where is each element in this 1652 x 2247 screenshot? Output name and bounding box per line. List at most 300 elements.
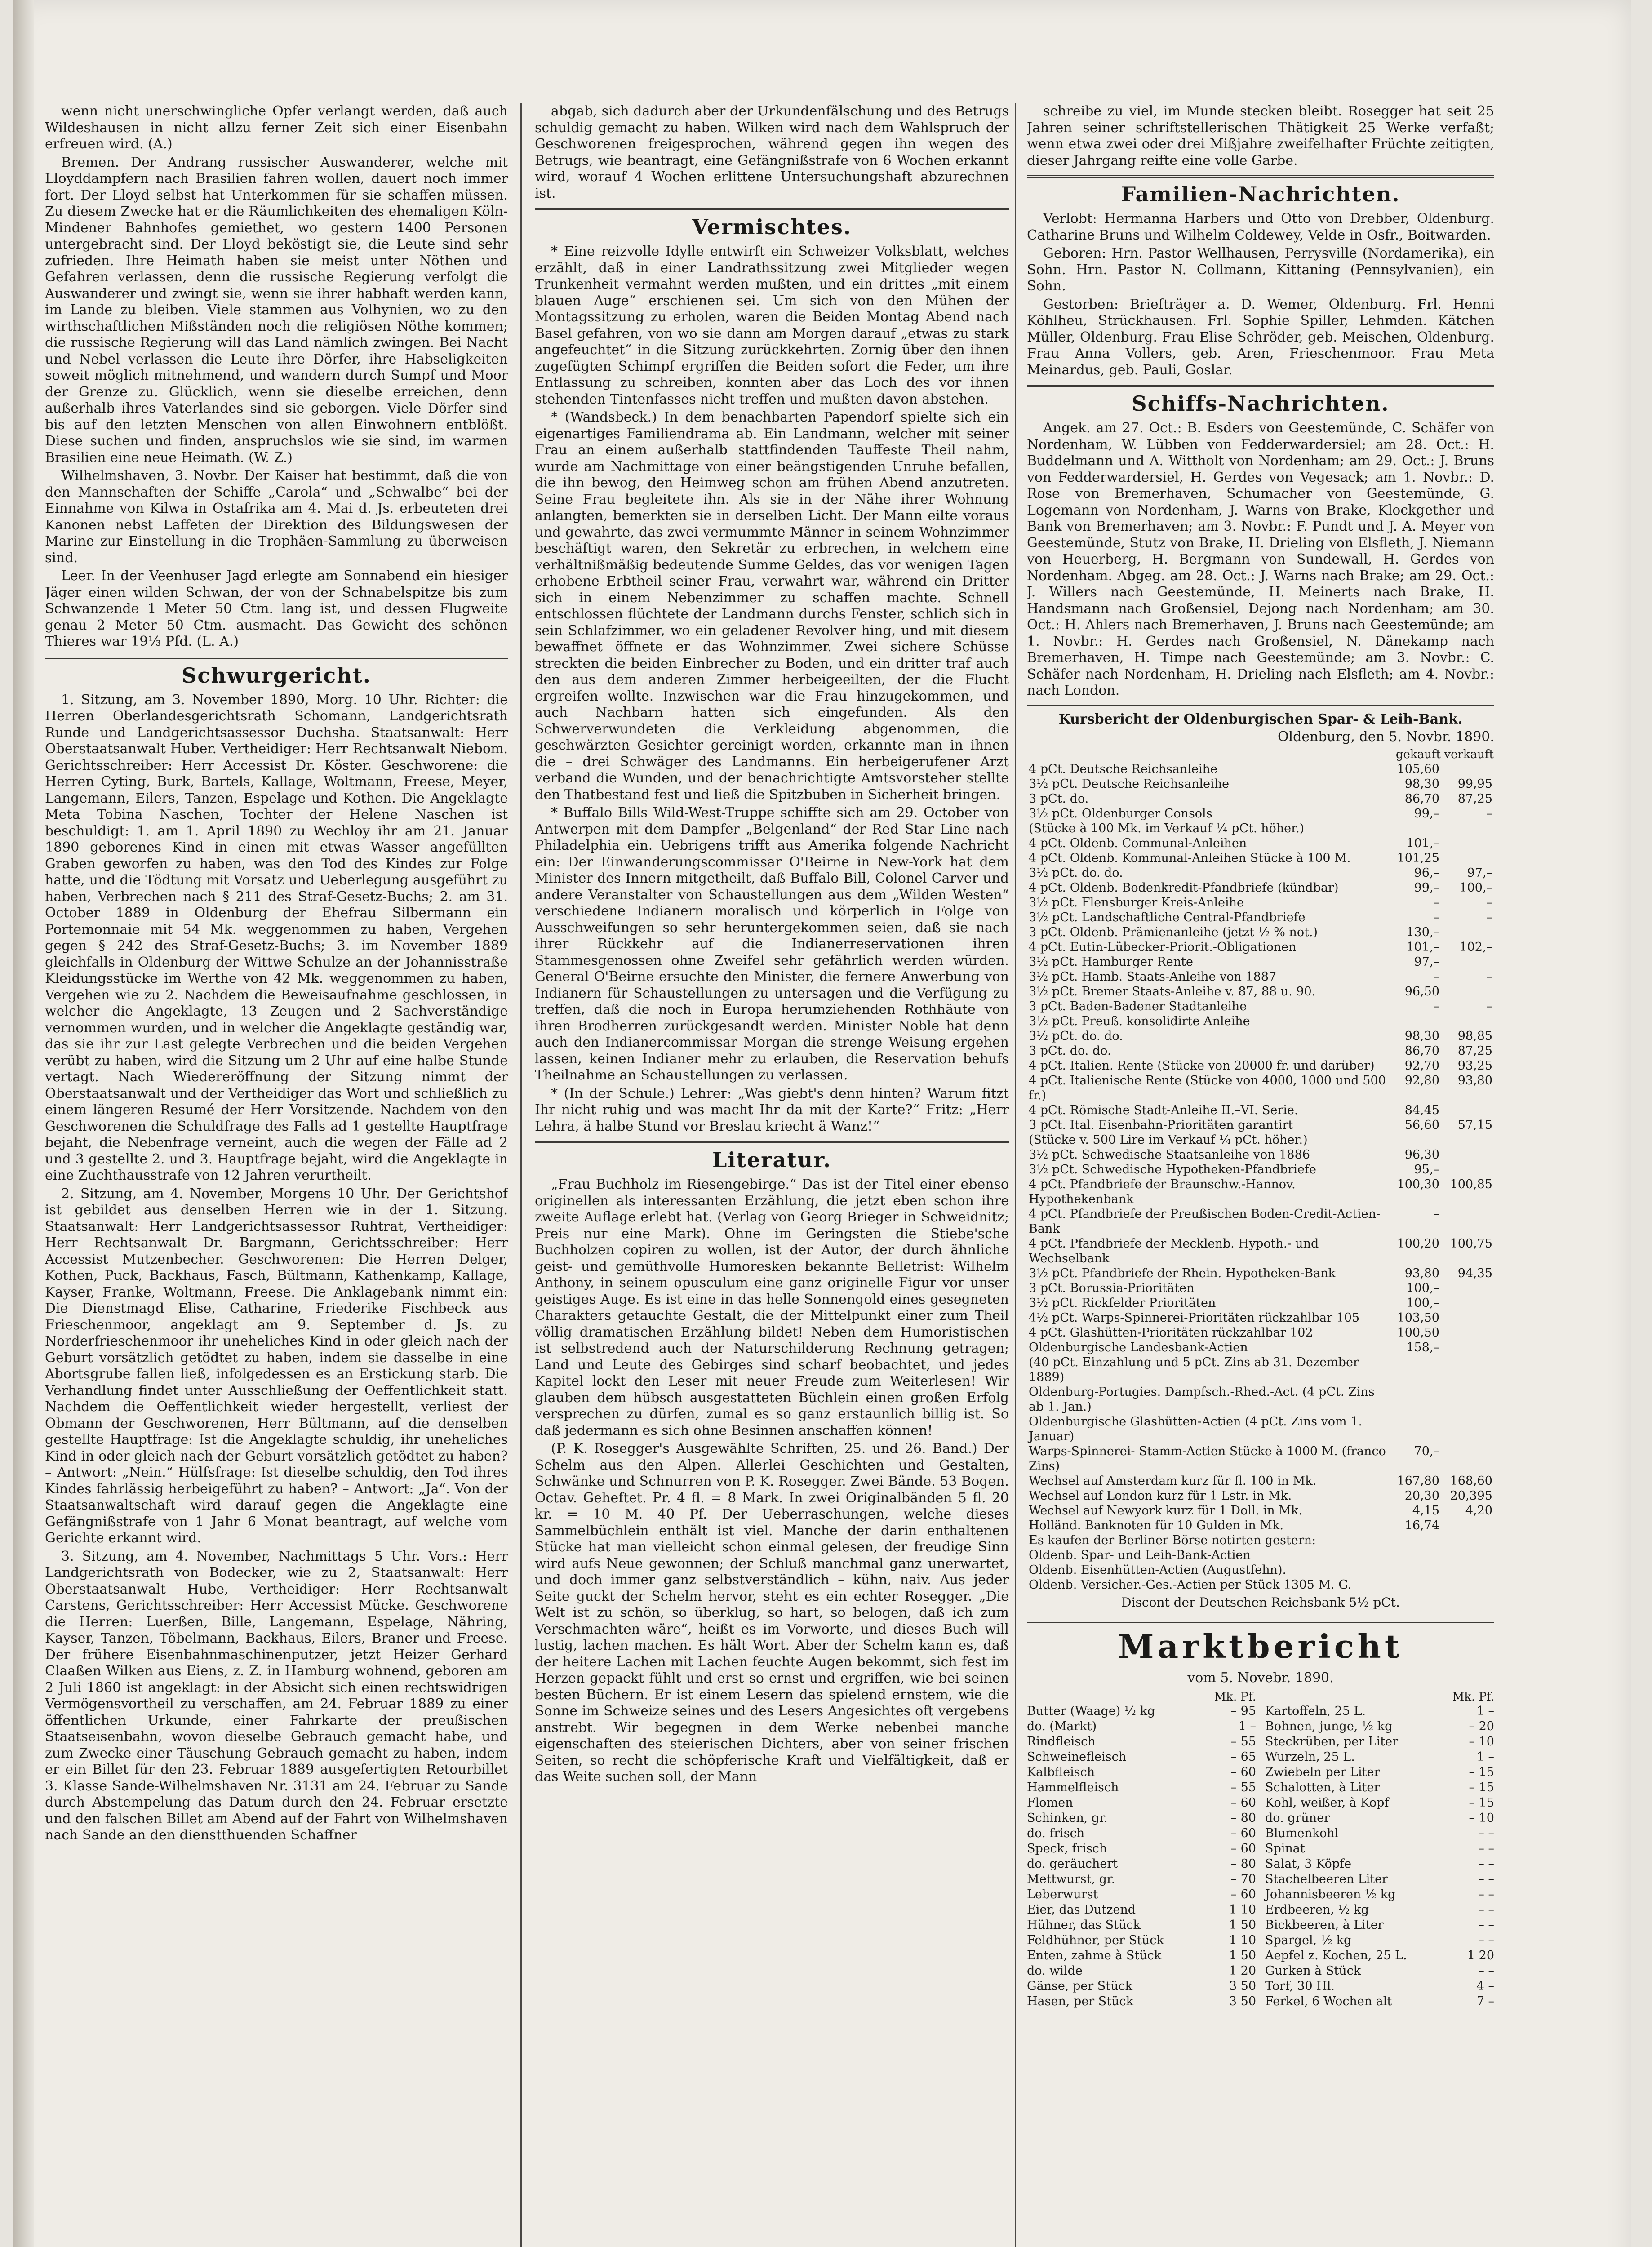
- markt-row: [1027, 1902, 1256, 1918]
- kurs-row: [1027, 955, 1494, 969]
- kurs-cell-gekauft: 98,30: [1404, 777, 1439, 791]
- kurs-cell-verkauft: [1441, 1577, 1494, 1592]
- markt-price: 7 –: [1476, 1994, 1494, 2008]
- kurs-cell-gekauft: 86,70: [1404, 1044, 1439, 1058]
- kurs-cell-name: (40 pCt. Einzahlung und 5 pCt. Zins ab 31. Dezember 1889): [1029, 1355, 1359, 1384]
- shipping-notice: Angek. am 27. Oct.: B. Esders von Geestemünde, C. Schäfer von Nordenham, W. Lübben von Fedderwardersiel; am 28. Oct.: H. Buddelmann und A. Wittholt von Nordenham; am 29. Oct.: J. Bruns von Fedderwardersiel, H. Gerdes von Vegesack; am 1. Novbr.: D. Rose von Bremerhaven, Schumacher von Geestemünde, G. Logemann von Nordenham, J. Warns von Brake, Klockgether und Bank von Bremerhaven; am 3. Novbr.: F. Pundt und J. A. Meyer von Geestemünde, Stutz von Brake, H. Drieling von Elsfleth, J. Niemann von Heuerberg, H. Bergmann von Sundewall, H. Gerdes von Nordenham. Abgeg. am 28. Oct.: J. Warns nach Brake; am 29. Oct.: J. Willers nach Geestemünde, H. Meinerts nach Brake, H. Handsmann nach Großensiel, Dejong nach Nordenham; am 30. Oct.: H. Ahlers nach Bremerhaven, J. Bruns nach Geestemünde; am 1. Novbr.: H. Gerdes nach Großensiel, N. Dänekamp nach Bremerhaven, H. Timpe nach Geestemünde; am 3. Novbr.: C. Schäfer nach Nordenham, H. Drieling nach Elsfleth; am 4. Novbr.: nach London.: [1027, 420, 1494, 698]
- kursbericht-title: Kursbericht der Oldenburgischen Spar- & Leih-Bank.: [1058, 711, 1463, 727]
- markt-price: 1 10: [1229, 1902, 1256, 1917]
- markt-row: [1265, 1750, 1494, 1765]
- kurs-header-verkauft: verkauft: [1444, 747, 1494, 761]
- markt-row: [1265, 1887, 1494, 1902]
- kurs-row: [1027, 1355, 1494, 1385]
- kurs-row: [1027, 791, 1494, 806]
- kurs-row: [1027, 1177, 1494, 1207]
- markt-item: Zwiebeln per Liter: [1265, 1765, 1380, 1779]
- kurs-row: [1027, 851, 1494, 866]
- markt-item: Rindfleisch: [1027, 1734, 1096, 1749]
- kurs-cell-name: 4 pCt. Oldenb. Communal-Anleihen: [1029, 836, 1247, 850]
- kurs-cell-verkauft: 87,25: [1457, 1044, 1492, 1058]
- kurs-cell-gekauft: 167,80: [1397, 1474, 1439, 1488]
- kurs-header-row: [1027, 747, 1494, 762]
- markt-price: – 10: [1469, 1734, 1494, 1749]
- kurs-cell-verkauft: –: [1486, 969, 1492, 984]
- kurs-cell-name: (Stücke à 100 Mk. im Verkauf ¼ pCt. höher.): [1029, 821, 1305, 835]
- kurs-cell-name: 3½ pCt. Rickfelder Prioritäten: [1029, 1296, 1216, 1310]
- kurs-cell-name: 4 pCt. Italienische Rente (Stücke von 4000, 1000 und 500 fr.): [1029, 1073, 1386, 1102]
- kurs-cell-name: Oldenb. Versicher.-Ges.-Actien per Stück 1305 M. G.: [1029, 1577, 1352, 1592]
- markt-price: 3 50: [1229, 1994, 1256, 2008]
- markt-price: – 20: [1469, 1719, 1494, 1733]
- kurs-row: [1027, 940, 1494, 955]
- kurs-cell-gekauft: [1388, 1563, 1441, 1577]
- kurs-cell-verkauft: [1441, 1533, 1494, 1548]
- kurs-cell-verkauft: 4,20: [1465, 1503, 1492, 1518]
- markt-price: – –: [1478, 1826, 1494, 1840]
- kurs-row: [1027, 925, 1494, 940]
- markt-item: Aepfel z. Kochen, 25 L.: [1265, 1948, 1407, 1963]
- schwurgericht-articles: [45, 692, 508, 1844]
- kurs-cell-verkauft: –: [1486, 999, 1492, 1013]
- markt-unit-header: Mk. Pf.: [1452, 1690, 1494, 1704]
- kurs-row: [1027, 1488, 1494, 1503]
- kurs-cell-name: 4 pCt. Glashütten-Prioritäten rückzahlbar 102: [1029, 1325, 1313, 1340]
- kurs-row: [1027, 984, 1494, 999]
- markt-price: – 10: [1469, 1811, 1494, 1825]
- markt-item: Stachelbeeren Liter: [1265, 1872, 1388, 1886]
- kurs-cell-gekauft: 99,–: [1414, 880, 1439, 895]
- kurs-row: [1027, 1281, 1494, 1296]
- markt-price: 1 –: [1476, 1750, 1494, 1764]
- kurs-cell-name: Wechsel auf Amsterdam kurz für fl. 100 in Mk.: [1029, 1474, 1317, 1488]
- kurs-cell-name: 4 pCt. Pfandbriefe der Preußischen Boden-Credit-Actien-Bank: [1029, 1207, 1381, 1236]
- kurs-cell-name: 3½ pCt. Flensburger Kreis-Anleihe: [1029, 895, 1244, 910]
- markt-unit-header: Mk. Pf.: [1214, 1690, 1256, 1704]
- markt-row: [1027, 1918, 1256, 1933]
- markt-item: Gurken à Stück: [1265, 1963, 1361, 1978]
- kurs-cell-name: (Stücke v. 500 Lire im Verkauf ¼ pCt. höher.): [1029, 1132, 1308, 1147]
- kurs-cell-name: 3½ pCt. Schwedische Hypotheken-Pfandbriefe: [1029, 1162, 1316, 1177]
- family-notice: Gestorben: Briefträger a. D. Wemer, Oldenburg. Frl. Henni Köhlheu, Strückhausen. Frl. Sophie Spiller, Lehmden. Kätchen Müller, Oldenburg. Frau Elise Schröder, geb. Meischen, Oldenburg. Frau Anna Vollers, geb. Aren, Frieschenmoor. Frau Meta Meinardus, geb. Pauli, Goslar.: [1027, 296, 1494, 378]
- markt-item: Erdbeeren, ½ kg: [1265, 1902, 1369, 1917]
- kurs-cell-verkauft: [1441, 821, 1494, 836]
- kurs-cell-gekauft: 97,–: [1414, 955, 1439, 969]
- markt-item: Kalbfleisch: [1027, 1765, 1095, 1779]
- article-paragraph: Bremen. Der Andrang russischer Auswanderer, welche mit Lloyddampfern nach Brasilien fahren wollen, dauert noch immer fort. Der Lloyd selbst hat Unterkommen für sie schaffen müssen. Zu diesem Zwecke hat er die Räumlichkeiten des ehemaligen Köln-Mindener Bahnhofes gemiethet, wo gestern 1400 Personen untergebracht sind. Der Lloyd beköstigt sie, die Leute sind sehr zufrieden. Ihre Heimath haben sie meist unter Nöthen und Gefahren verlassen, denn die russische Regierung verfolgt die Auswanderer und zwingt sie, wenn sie ihrer habhaft werden kann, im Lande zu bleiben. Viele stammen aus Volhynien, wo zu den wirthschaftlichen Mißständen noch die religiösen Nöthe kommen; die russische Regierung will das Land nämlich zwingen. Bei Nacht und Nebel verlassen die Leute ihre Dörfer, ihre Habseligkeiten soweit möglich mitnehmend, und wandern durch Sumpf und Moor der Grenze zu. Glücklich, wenn sie dieselbe erreichen, denn außerhalb ihres Vaterlandes sind sie geborgen. Viele Dörfer sind bis auf den letzten Menschen von allen Einwohnern entblößt. Diese suchen und finden, anspruchslos wie sie sind, im warmen Brasilien eine neue Heimath. (W. Z.): [45, 154, 508, 466]
- kurs-cell-gekauft: 96,–: [1414, 866, 1439, 880]
- markt-row: [1027, 1734, 1256, 1750]
- page-binding-edge: [13, 0, 34, 2247]
- markt-item: Schinken, gr.: [1027, 1811, 1108, 1825]
- literatur-heading: Literatur.: [535, 1141, 1009, 1172]
- kurs-cell-gekauft: 105,60: [1397, 762, 1439, 776]
- markt-item: Bohnen, junge, ½ kg: [1265, 1719, 1393, 1733]
- kurs-cell-name: 3½ pCt. Deutsche Reichsanleihe: [1029, 777, 1230, 791]
- kurs-row: [1027, 1162, 1494, 1177]
- kurs-cell-verkauft: [1441, 1147, 1494, 1162]
- kurs-row: [1027, 1503, 1494, 1518]
- markt-row: [1265, 1826, 1494, 1841]
- kurs-cell-gekauft: [1388, 1014, 1441, 1029]
- kurs-row: [1027, 777, 1494, 791]
- markt-item: Leberwurst: [1027, 1887, 1098, 1901]
- kurs-row: [1027, 1266, 1494, 1281]
- kurs-row: [1027, 1310, 1494, 1325]
- markt-row: [1027, 1719, 1256, 1734]
- kurs-cell-name: 3½ pCt. Landschaftliche Central-Pfandbriefe: [1029, 910, 1306, 924]
- familien-nachrichten-heading: Familien-Nachrichten.: [1027, 175, 1494, 206]
- markt-item: Spargel, ½ kg: [1265, 1933, 1352, 1947]
- markt-item: Ferkel, 6 Wochen alt: [1265, 1994, 1392, 2008]
- markt-row: [1027, 1872, 1256, 1887]
- kurs-row: [1027, 1103, 1494, 1118]
- schiffs-nachrichten: [1027, 420, 1494, 699]
- kurs-cell-name: 4 pCt. Eutin-Lübecker-Priorit.-Obligationen: [1029, 940, 1297, 954]
- markt-price: 1 10: [1229, 1933, 1256, 1947]
- markt-row: [1027, 1826, 1256, 1841]
- kurs-cell-gekauft: –: [1433, 895, 1439, 910]
- markt-row: [1027, 1750, 1256, 1765]
- markt-price: – –: [1478, 1963, 1494, 1978]
- kurs-row: [1027, 762, 1494, 777]
- kurs-row: [1027, 1577, 1494, 1592]
- kurs-cell-verkauft: [1441, 836, 1494, 851]
- kurs-cell-name: 3½ pCt. Oldenburger Consols: [1029, 806, 1212, 821]
- markt-row: [1265, 1780, 1494, 1795]
- markt-item: Salat, 3 Köpfe: [1265, 1856, 1352, 1871]
- kurs-cell-name: 3 pCt. Oldenb. Prämienanleihe (jetzt ½ % not.): [1029, 925, 1318, 939]
- kurs-cell-verkauft: 93,80: [1457, 1073, 1492, 1088]
- kurs-cell-verkauft: [1441, 1563, 1494, 1577]
- markt-price: – 70: [1230, 1872, 1256, 1886]
- markt-row: [1027, 1933, 1256, 1948]
- markt-price: 3 50: [1229, 1979, 1256, 1993]
- kurs-cell-gekauft: 93,80: [1404, 1266, 1439, 1280]
- kurs-row: [1027, 1340, 1494, 1355]
- markt-row: [1027, 1704, 1256, 1719]
- kurs-cell-verkauft: [1441, 1325, 1494, 1340]
- kurs-row: [1027, 1325, 1494, 1340]
- marktbericht-table: [1027, 1690, 1494, 2009]
- kurs-row: [1027, 836, 1494, 851]
- kurs-cell-name: 3½ pCt. Schwedische Staatsanleihe von 1886: [1029, 1147, 1310, 1162]
- kurs-row: [1027, 1533, 1494, 1548]
- kurs-cell-gekauft: 101,–: [1406, 836, 1439, 850]
- kurs-row: [1027, 880, 1494, 895]
- kurs-cell-gekauft: 16,74: [1404, 1518, 1439, 1532]
- kurs-cell-verkauft: 93,25: [1457, 1058, 1492, 1073]
- kurs-cell-name: 3½ pCt. do. do.: [1029, 1029, 1123, 1043]
- kurs-cell-name: 3½ pCt. Bremer Staats-Anleihe v. 87, 88 u. 90.: [1029, 984, 1316, 999]
- markt-row: [1265, 1948, 1494, 1963]
- markt-item: Hammelfleisch: [1027, 1780, 1119, 1794]
- markt-row: [1265, 1918, 1494, 1933]
- markt-row: [1027, 1780, 1256, 1795]
- kurs-cell-verkauft: 57,15: [1457, 1118, 1492, 1132]
- kurs-cell-verkauft: 98,85: [1457, 1029, 1492, 1043]
- kurs-cell-gekauft: 86,70: [1404, 791, 1439, 806]
- markt-price: – 60: [1230, 1887, 1256, 1901]
- kurs-cell-gekauft: 99,–: [1414, 806, 1439, 821]
- kurs-cell-name: 3½ pCt. Pfandbriefe der Rhein. Hypotheken-Bank: [1029, 1266, 1336, 1280]
- markt-price: 1 50: [1229, 1918, 1256, 1932]
- kurs-cell-verkauft: [1441, 1444, 1494, 1474]
- markt-row: [1265, 1765, 1494, 1780]
- article-paragraph: abgab, sich dadurch aber der Urkundenfälschung und des Betrugs schuldig gemacht zu haben. Wilken wird nach dem Wahlspruch der Geschworenen freigesprochen, während gegen ihn wegen des Betrugs, wie beantragt, eine Gefängnißstrafe von 6 Wochen erkannt wird, worauf 4 Wochen erlittene Untersuchungshaft abzurechnen ist.: [535, 103, 1009, 201]
- markt-price: – –: [1478, 1933, 1494, 1947]
- markt-row: [1027, 1979, 1256, 1994]
- kurs-cell-verkauft: [1441, 1355, 1494, 1385]
- kurs-header-gekauft: gekauft: [1395, 747, 1441, 761]
- markt-row: [1265, 1933, 1494, 1948]
- kurs-cell-name: 4 pCt. Oldenb. Kommunal-Anleihen Stücke à 100 M.: [1029, 851, 1351, 865]
- markt-item: Schweinefleisch: [1027, 1750, 1127, 1764]
- kurs-cell-verkauft: [1441, 984, 1494, 999]
- kursbericht-table: [1027, 747, 1494, 1592]
- kurs-cell-verkauft: 100,85: [1450, 1177, 1492, 1191]
- kurs-cell-gekauft: –: [1433, 1207, 1439, 1221]
- markt-item: Blumenkohl: [1265, 1826, 1339, 1840]
- markt-row: [1265, 1734, 1494, 1750]
- kurs-row: [1027, 1474, 1494, 1488]
- markt-item: Hühner, das Stück: [1027, 1918, 1141, 1932]
- article-paragraph: Leer. In der Veenhuser Jagd erlegte am Sonnabend ein hiesiger Jäger einen wilden Schwan, der von der Schnabelspitze bis zum Schwanzende 1 Meter 50 Ctm. lang ist, und dessen Flugweite genau 2 Meter 50 Ctm. ausmacht. Das Gewicht des schönen Thieres war 19⅓ Pfd. (L. A.): [45, 568, 508, 649]
- kurs-cell-name: Holländ. Banknoten für 10 Gulden in Mk.: [1029, 1518, 1283, 1532]
- family-notice: Verlobt: Hermanna Harbers und Otto von Drebber, Oldenburg. Catharine Bruns und Wilhelm Coldewey, Velde in Osfr., Boitwarden.: [1027, 211, 1494, 243]
- kurs-cell-verkauft: [1441, 1385, 1494, 1414]
- markt-row: [1265, 1963, 1494, 1979]
- markt-price: – 60: [1230, 1765, 1256, 1779]
- kurs-cell-name: Wechsel auf London kurz für 1 Lstr. in Mk.: [1029, 1488, 1292, 1503]
- column-1-top-articles: [45, 103, 508, 650]
- markt-item: Kohl, weißer, à Kopf: [1265, 1795, 1389, 1810]
- kurs-cell-name: 3 pCt. do.: [1029, 791, 1089, 806]
- markt-row: [1265, 1872, 1494, 1887]
- kurs-cell-gekauft: 101,25: [1397, 851, 1439, 865]
- markt-item: Johannisbeeren ½ kg: [1265, 1887, 1396, 1901]
- kurs-cell-gekauft: 101,–: [1406, 940, 1439, 954]
- kurs-cell-name: 4 pCt. Pfandbriefe der Braunschw.-Hannov. Hypothekenbank: [1029, 1177, 1296, 1206]
- kurs-row: [1027, 1073, 1494, 1103]
- kurs-cell-gekauft: 100,30: [1397, 1177, 1439, 1191]
- kurs-cell-name: Oldenburg-Portugies. Dampfsch.-Rhed.-Act. (4 pCt. Zins ab 1. Jan.): [1029, 1385, 1375, 1414]
- markt-price: – –: [1478, 1887, 1494, 1901]
- kurs-cell-gekauft: 130,–: [1406, 925, 1439, 939]
- markt-price: – 55: [1230, 1734, 1256, 1749]
- markt-price: – –: [1478, 1918, 1494, 1932]
- kurs-cell-verkauft: [1441, 1414, 1494, 1444]
- markt-price: – 60: [1230, 1795, 1256, 1810]
- kurs-cell-verkauft: [1441, 1518, 1494, 1533]
- markt-row: [1265, 1704, 1494, 1719]
- markt-price: – 60: [1230, 1841, 1256, 1856]
- kurs-cell-gekauft: [1388, 1548, 1441, 1563]
- kurs-cell-verkauft: [1441, 1207, 1494, 1236]
- kurs-cell-name: 4 pCt. Pfandbriefe der Mecklenb. Hypoth.- und Wechselbank: [1029, 1236, 1319, 1266]
- kurs-row: [1027, 1118, 1494, 1132]
- vermischtes-articles: [535, 244, 1009, 1135]
- kurs-cell-name: 3½ pCt. Preuß. konsolidirte Anleihe: [1029, 1014, 1250, 1028]
- markt-item: do. frisch: [1027, 1826, 1085, 1840]
- kurs-cell-verkauft: [1441, 851, 1494, 866]
- kurs-cell-verkauft: 102,–: [1459, 940, 1492, 954]
- markt-price: – –: [1478, 1902, 1494, 1917]
- kurs-row: [1027, 1044, 1494, 1058]
- markt-row: [1027, 1795, 1256, 1811]
- markt-price: – 15: [1469, 1765, 1494, 1779]
- kurs-cell-verkauft: [1441, 925, 1494, 940]
- kurs-row: [1027, 1296, 1494, 1310]
- kurs-cell-name: 3½ pCt. do. do.: [1029, 866, 1123, 880]
- kurs-row: [1027, 806, 1494, 821]
- markt-row: [1027, 1856, 1256, 1872]
- kurs-cell-gekauft: 56,60: [1404, 1118, 1439, 1132]
- marktbericht-heading: Marktbericht: [1027, 1621, 1494, 1665]
- markt-item: Butter (Waage) ½ kg: [1027, 1704, 1155, 1718]
- markt-item: Gänse, per Stück: [1027, 1979, 1133, 1993]
- column-3: [1027, 103, 1494, 2247]
- markt-item: Bickbeeren, à Liter: [1265, 1918, 1384, 1932]
- schiffs-nachrichten-heading: Schiffs-Nachrichten.: [1027, 385, 1494, 416]
- kurs-cell-verkauft: [1441, 1281, 1494, 1296]
- kurs-cell-gekauft: [1388, 1385, 1441, 1414]
- kurs-cell-verkauft: [1441, 1132, 1494, 1147]
- kurs-row: [1027, 1014, 1494, 1029]
- markt-row: [1027, 1887, 1256, 1902]
- kurs-cell-name: 3 pCt. Borussia-Prioritäten: [1029, 1281, 1195, 1295]
- kurs-cell-name: 4 pCt. Italien. Rente (Stücke von 20000 fr. und darüber): [1029, 1058, 1375, 1073]
- kurs-row: [1027, 1029, 1494, 1044]
- kurs-cell-verkauft: [1441, 1340, 1494, 1355]
- kurs-cell-name: Wechsel auf Newyork kurz für 1 Doll. in Mk.: [1029, 1503, 1302, 1518]
- markt-price: 1 –: [1238, 1719, 1256, 1733]
- kurs-cell-gekauft: –: [1433, 969, 1439, 984]
- kurs-cell-gekauft: 158,–: [1406, 1340, 1439, 1354]
- markt-item: Feldhühner, per Stück: [1027, 1933, 1164, 1947]
- kurs-cell-verkauft: 87,25: [1457, 791, 1492, 806]
- book-review-paragraph: (P. K. Rosegger's Ausgewählte Schriften, 25. und 26. Band.) Der Schelm aus den Alpen. Allerlei Geschichten und Gestalten, Schwänke und Schnurren von P. K. Rosegger. Zwei Bände. 53 Bogen. Octav. Geheftet. Pr. 4 fl. = 8 Mark. In zwei Originalbänden 5 fl. 20 kr. = 10 M. 40 Pf. Der Ueberraschungen, welche dieses Sammelbüchlein enthält ist viel. Manche der darin enthaltenen Stücke hat man vielleicht schon einmal gelesen, der freudige Sinn wird aufs Neue gewonnen; der Schluß manchmal ganz unerwartet, und doch immer ganz selbstverständlich – kühn, naiv. Aus jeder Seite guckt der Schelm hervor, steht es ein echter Rosegger. „Die Welt ist zu schön, so überklug, so hart, so belogen, daß ich zum Verschmachten wäre“, heißt es im Vorworte, und dieses Buch will lustig, lachen machen. Es hält Wort. Aber der Schelm kann es, daß der heitere Lachen mit Lachen feuchte Augen bekommt, sich fest im Herzen gepackt fühlt und erst so ernst und ergriffen, wie bei seinen besten Büchern. Er ist einem Lesern das spielend ernstem, wie die Sonne im Schweize seines und des Lesers Angesichtes oft vergebens anstrebt. Wir begegnen in dem Werke nebenbei manche eigenschaften des steierischen Dichters, aber von seiner frischen Seiten, so recht die schöpferische Kraft und Vielfältigkeit, daß er das Weite suchen soll, der Mann: [535, 1441, 1009, 1785]
- kursbericht-date: Oldenburg, den 5. Novbr. 1890.: [1277, 728, 1494, 745]
- markt-price: – 60: [1230, 1826, 1256, 1840]
- kurs-cell-verkauft: –: [1486, 895, 1492, 910]
- kurs-cell-gekauft: 92,80: [1404, 1073, 1439, 1088]
- markt-item: Enten, zahme à Stück: [1027, 1948, 1162, 1963]
- kurs-cell-name: 3½ pCt. Hamb. Staats-Anleihe von 1887: [1029, 969, 1277, 984]
- kurs-cell-verkauft: [1441, 1103, 1494, 1118]
- news-item-paragraph: * (In der Schule.) Lehrer: „Was giebt's denn hinten? Warum fitzt Ihr nicht ruhig und was macht Ihr da mit der Karte?“ Fritz: „Herr Lehra, ä halbe Stund vor Breslau kriecht ä Wanz!“: [535, 1085, 1009, 1134]
- kurs-cell-name: Oldenburgische Glashütten-Actien (4 pCt. Zins vom 1. Januar): [1029, 1414, 1362, 1443]
- markt-price: 1 –: [1476, 1704, 1494, 1718]
- kurs-cell-gekauft: [1388, 1132, 1441, 1147]
- markt-price: – 80: [1230, 1856, 1256, 1871]
- kurs-row: [1027, 1444, 1494, 1474]
- article-paragraph: wenn nicht unerschwingliche Opfer verlangt werden, daß auch Wildeshausen in nicht allzu ferner Zeit sich einer Eisenbahn erfreuen wird. (A.): [45, 103, 508, 152]
- kurs-cell-verkauft: [1441, 955, 1494, 969]
- kurs-cell-gekauft: 100,–: [1406, 1296, 1439, 1310]
- kurs-cell-verkauft: 94,35: [1457, 1266, 1492, 1280]
- kurs-divider: [1027, 705, 1494, 706]
- kurs-cell-name: Oldenb. Spar- und Leih-Bank-Actien: [1029, 1548, 1251, 1562]
- markt-row: [1265, 1902, 1494, 1918]
- kurs-cell-verkauft: 100,75: [1450, 1236, 1492, 1251]
- kurs-cell-name: 3 pCt. Baden-Badener Stadtanleihe: [1029, 999, 1247, 1013]
- markt-row: [1265, 1994, 1494, 2009]
- kurs-cell-gekauft: 84,45: [1404, 1103, 1439, 1117]
- kurs-cell-gekauft: 20,30: [1404, 1488, 1439, 1503]
- kurs-row: [1027, 999, 1494, 1014]
- markt-price: – 15: [1469, 1780, 1494, 1794]
- kurs-cell-verkauft: 99,95: [1457, 777, 1492, 791]
- kurs-cell-verkauft: [1441, 762, 1494, 777]
- news-item-paragraph: * Buffalo Bills Wild-West-Truppe schiffte sich am 29. October von Antwerpen mit dem Dampfer „Belgenland“ der Red Star Line nach Philadelphia ein. Uebrigens trifft aus Amerika folgende Nachricht ein: Der Einwanderungscommissar O'Beirne in New-York hat dem Minister des Innern mitgetheilt, daß Buffalo Bill, Colonel Carver und andere Veranstalter von Schaustellungen aus dem „Wilden Westen“ verschiedene Indianern moralisch und körperlich in Folge von Ausschweifungen so sehr heruntergekommen seien, daß sie nach ihrer Rückkehr auf die Indianerreservationen ihren Stammesgenossen ohne Zweifel sehr gefährlich werden würden. General O'Beirne ersuchte den Minister, die fernere Anwerbung von Indianern für Schaustellungen zu untersagen und die Verfügung zu treffen, daß die noch in Europa herumziehenden Rothhäute von ihren Brodherren zurückgesandt werden. Minister Noble hat denn auch den Indianercommissar Morgan die strenge Weisung ergehen lassen, keinen Indianer mehr zu erlauben, die Reservation behufs Theilnahme an Schaustellungen zu verlassen.: [535, 805, 1009, 1083]
- markt-item: Hasen, per Stück: [1027, 1994, 1134, 2008]
- kurs-row: [1027, 1414, 1494, 1444]
- markt-item: Speck, frisch: [1027, 1841, 1107, 1856]
- marktbericht-date: vom 5. Novebr. 1890.: [1187, 1670, 1334, 1686]
- court-session-paragraph: 2. Sitzung, am 4. November, Morgens 10 Uhr. Der Gerichtshof ist gebildet aus denselben Herren wie in der 1. Sitzung. Staatsanwalt: Herr Landgerichtsassessor Ruhtrat, Vertheidiger: Herr Rechtsanwalt Dr. Bargmann, Gerichtsschreiber: Herr Accessist Mutzenbecher. Geschworenen: Die Herren Delger, Kothen, Puck, Backhaus, Fasch, Bültmann, Kathenkamp, Kallage, Kayser, Franke, Woltmann, Freese. Die Anklagebank nimmt ein: Die Dienstmagd Elise, Catharine, Friederike Fischbeck aus Frieschenmoor, angeklagt am 9. September d. Js. zu Norderfrieschenmoor ihr uneheliches Kind in oder gleich nach der Geburt vorsätzlich getödtet zu haben, indem sie dasselbe in eine Abortsgrube fallen ließ, infolgedessen es an Erstickung starb. Die Verhandlung findet unter Ausschließung der Oeffentlichkeit statt. Nachdem die Oeffentlichkeit wieder hergestellt, verliest der Obmann der Geschworenen, Herr Bültmann, auf die denselben gestellte Hauptfrage: Ist die Angeklagte schuldig, ihr uneheliches Kind in oder gleich nach der Geburt vorsätzlich getödtet zu haben? – Antwort: „Nein.“ Hülfsfrage: Ist dieselbe schuldig, den Tod ihres Kindes fahrlässig herbeigeführt zu haben? – Antwort: „Ja“. Von der Staatsanwaltschaft wird darauf gegen die Angeklagte eine Gefängnißstrafe von 1 Jahr 6 Monat beantragt, auf welche vom Gerichte erkannt wird.: [45, 1186, 508, 1546]
- markt-row: [1027, 1841, 1256, 1856]
- markt-item: Flomen: [1027, 1795, 1073, 1810]
- markt-item: do. wilde: [1027, 1963, 1083, 1978]
- reichsbank-discont: Discont der Deutschen Reichsbank 5½ pCt.: [1121, 1594, 1400, 1610]
- court-session-paragraph: 1. Sitzung, am 3. November 1890, Morg. 10 Uhr. Richter: die Herren Oberlandesgerichtsrath Schomann, Landgerichtsrath Runde und Landgerichtsassessor Duchsha. Staatsanwalt: Herr Oberstaatsanwalt Huber. Vertheidiger: Herr Rechtsanwalt Niebom. Gerichtsschreiber: Herr Accessist Dr. Köster. Geschworene: die Herren Cyting, Burk, Bartels, Kallage, Woltmann, Freese, Meyer, Langemann, Eilers, Tanzen, Espelage und Kothen. Die Angeklagte Meta Tobina Naschen, Tochter der Helene Naschen ist beschuldigt: 1. am 1. April 1890 zu Wechloy ihr am 21. Januar 1890 geborenes Kind in einen mit etwas Wasser angefüllten Graben geworfen zu haben, was den Tod des Kindes zur Folge hatte, und die Tödtung mit Vorsatz und Ueberlegung ausgeführt zu haben, Verbrechen nach § 211 des Straf-Gesetz-Buchs; 2. am 31. October 1889 in Oldenburg der Ehefrau Silbermann ein Portemonnaie mit 54 Mk. weggenommen zu haben, Vergehen gegen § 242 des Straf-Gesetz-Buchs; 3. im November 1889 gleichfalls in Oldenburg der Wittwe Schulze an der Johannisstraße Kleidungsstücke im Werthe von 42 Mk. weggenommen zu haben, Vergehen wie zu 2. Nachdem die Beweisaufnahme geschlossen, in welcher die Angeklagte, 13 Zeugen und 2 Sachverständige vernommen wurden, und in welcher die Angeklagte geständig war, das sie ihr zur Last gelegte Verbrechen und die beiden Vergehen verübt zu haben, wird die Sitzung um 2 Uhr auf eine halbe Stunde vertagt. Nach Wiedereröffnung der Sitzung nimmt der Oberstaatsanwalt und der Vertheidiger das Wort und schließlich zu einem längeren Resumé der Herr Vorsitzende. Nachdem von den Geschworenen die Schuldfrage des Falls ad 1 gestellte Hauptfrage bejaht, die Nebenfrage verneint, auch die wegen der Fälle ad 2 und 3 gestellte 2. und 3. Hauptfrage bejaht, wird die Angeklagte in eine Zuchthausstrafe von 12 Jahren verurtheilt.: [45, 692, 508, 1183]
- literatur-articles: [535, 1177, 1009, 1785]
- familien-nachrichten: [1027, 211, 1494, 378]
- kurs-cell-gekauft: 96,50: [1404, 984, 1439, 999]
- kurs-cell-gekauft: –: [1433, 910, 1439, 924]
- markt-row: [1027, 1811, 1256, 1826]
- kurs-row: [1027, 866, 1494, 880]
- markt-item: do. (Markt): [1027, 1719, 1097, 1733]
- kurs-cell-verkauft: [1441, 1014, 1494, 1029]
- markt-row: [1265, 1795, 1494, 1811]
- kurs-row: [1027, 1518, 1494, 1533]
- kurs-row: [1027, 969, 1494, 984]
- kurs-cell-name: Oldenburgische Landesbank-Actien: [1029, 1340, 1248, 1354]
- markt-item: Steckrüben, per Liter: [1265, 1734, 1398, 1749]
- kurs-cell-gekauft: [1388, 821, 1441, 836]
- kurs-cell-gekauft: [1388, 1355, 1441, 1385]
- kurs-cell-name: 4 pCt. Deutsche Reichsanleihe: [1029, 762, 1217, 776]
- kurs-cell-name: 3 pCt. Ital. Eisenbahn-Prioritäten garantirt: [1029, 1118, 1293, 1132]
- markt-row: [1027, 1948, 1256, 1963]
- markt-price: – –: [1478, 1872, 1494, 1886]
- kurs-cell-name: Es kaufen der Berliner Börse notirten gestern:: [1029, 1533, 1316, 1547]
- kurs-cell-gekauft: 100,50: [1397, 1325, 1439, 1340]
- markt-item: Mettwurst, gr.: [1027, 1872, 1115, 1886]
- markt-price: – 65: [1230, 1750, 1256, 1764]
- markt-price: – –: [1478, 1841, 1494, 1856]
- kurs-row: [1027, 1207, 1494, 1236]
- court-session-paragraph: 3. Sitzung, am 4. November, Nachmittags 5 Uhr. Vors.: Herr Landgerichtsrath von Bodecker, wie zu 2, Staatsanwalt: Herr Oberstaatsanwalt Hube, Vertheidiger: Herr Rechtsanwalt Carstens, Gerichtsschreiber: Herr Accessist Mücke. Geschworene die Herren: Luerßen, Bille, Langemann, Espelage, Nähring, Kayser, Tanzen, Töbelmann, Backhaus, Eilers, Braner und Freese. Der frühere Eisenbahnmaschinenputzer, jetzt Heizer Gerhard Claaßen Wilken aus Eiens, z. Z. in Hamburg wohnend, geboren am 2 Juli 1860 ist angeklagt: in der Absicht sich einen rechtswidrigen Vermögensvortheil zu verschaffen, am 24. Februar 1889 zu einer öffentlichen Urkunde, einer Fahrkarte der preußischen Staatseisenbahn, wovon dieselbe Gebrauch gemacht habe, und zum Zwecke einer Täuschung Gebrauch gemacht zu haben, indem er ein Billet für den 23. Februar 1889 ausgefertigten Retourbillet 3. Klasse Sande-Wilhelmshaven Nr. 3131 am 24. Februar zu Sande durch Abstempelung das Datum durch den 24. Februar ersetzte und den falschen Billet am Abend auf der Fahrt von Wilhelmshaven nach Sande an den dienstthuenden Schaffner: [45, 1548, 508, 1843]
- kurs-row: [1027, 821, 1494, 836]
- kurs-cell-verkauft: 20,395: [1450, 1488, 1492, 1503]
- kurs-cell-gekauft: 98,30: [1404, 1029, 1439, 1043]
- kurs-row: [1027, 1058, 1494, 1073]
- markt-price: 1 20: [1467, 1948, 1494, 1963]
- markt-price: – 80: [1230, 1811, 1256, 1825]
- kurs-cell-gekauft: 103,50: [1397, 1310, 1439, 1325]
- column-1: [45, 103, 508, 2247]
- markt-row: [1027, 1765, 1256, 1780]
- markt-item: do. geräuchert: [1027, 1856, 1118, 1871]
- kurs-row: [1027, 895, 1494, 910]
- kurs-row: [1027, 1147, 1494, 1162]
- markt-price: 1 20: [1229, 1963, 1256, 1978]
- kurs-cell-gekauft: 100,20: [1397, 1236, 1439, 1251]
- kurs-cell-name: 4½ pCt. Warps-Spinnerei-Prioritäten rückzahlbar 105: [1029, 1310, 1360, 1325]
- kurs-cell-gekauft: 100,–: [1406, 1281, 1439, 1295]
